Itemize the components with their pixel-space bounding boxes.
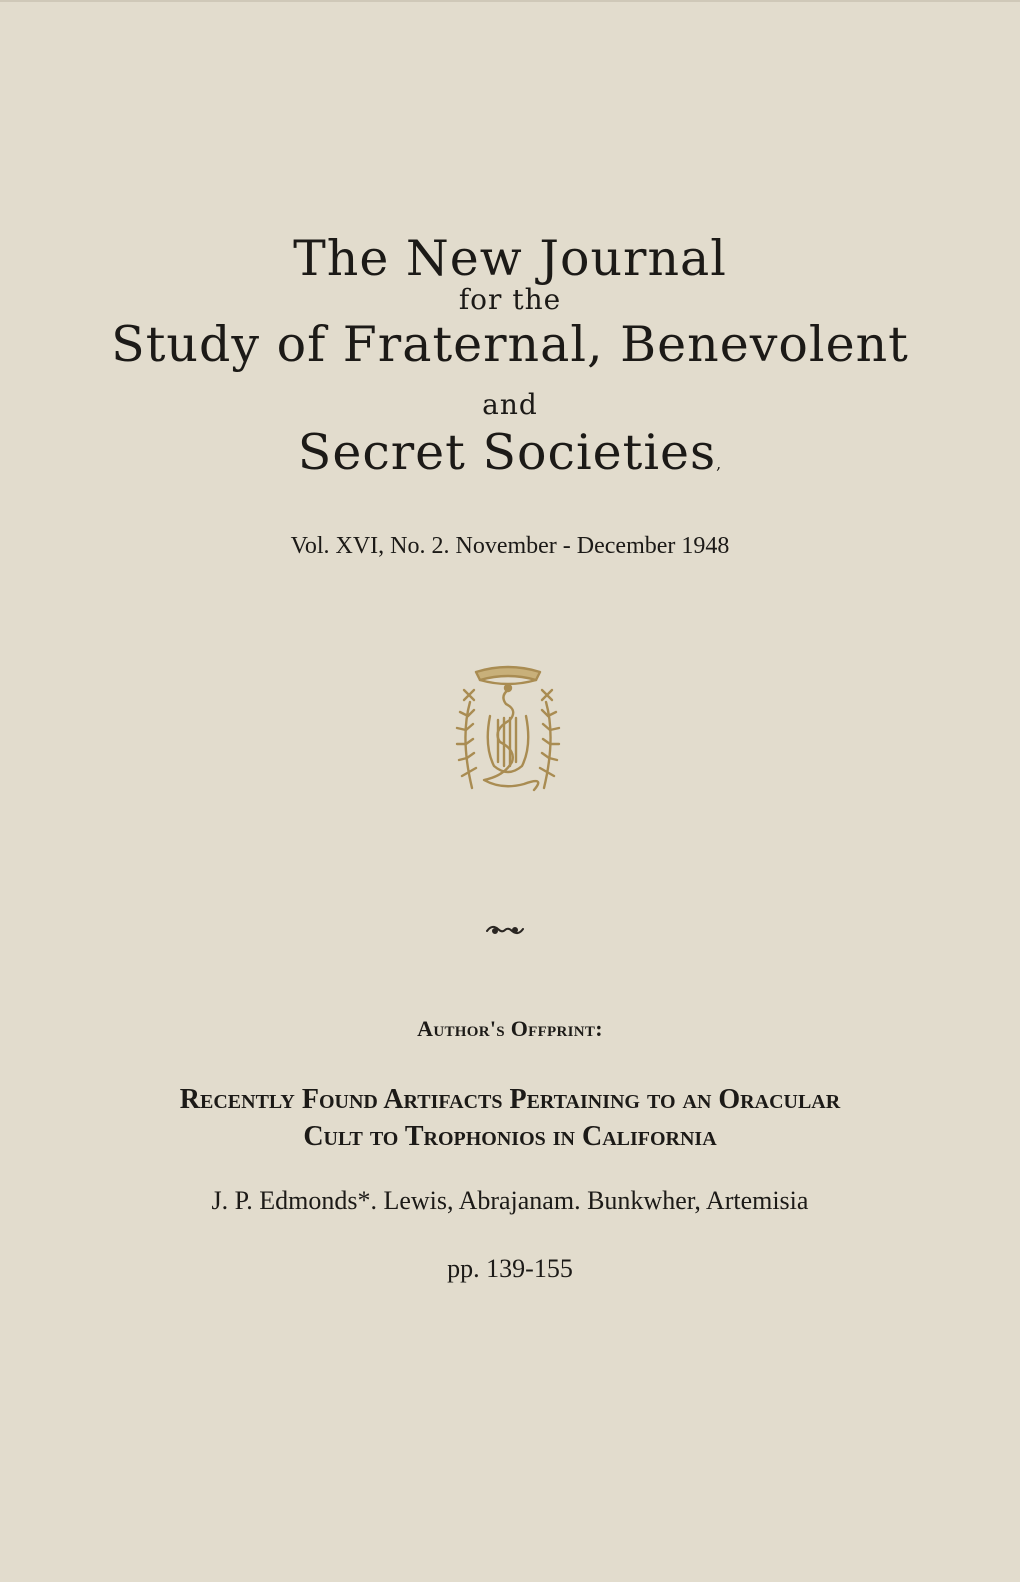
journal-title-line-5: [0, 424, 1020, 481]
journal-title-line-3: Study of Fraternal, Benevolent: [111, 316, 909, 373]
article-title-line-2: Cult to Trophonios in California: [303, 1121, 717, 1152]
article-title-line-1: Recently Found Artifacts Pertaining to an Oracular: [179, 1084, 841, 1115]
journal-title-line-4: and: [482, 388, 538, 421]
snake-lyre-wreath-emblem-icon: [450, 658, 566, 802]
journal-title-line-5-text: Secret Societies: [297, 424, 717, 481]
article-pages: pp. 139-155: [447, 1254, 573, 1283]
article-title: [0, 1081, 1020, 1155]
article-authors: J. P. Edmonds*. Lewis, Abrajanam. Bunkwher, Artemisia: [211, 1186, 809, 1215]
journal-title-comma: ,: [716, 454, 723, 473]
offprint-label: Author's Offprint:: [417, 1016, 603, 1041]
issue-info: Vol. XVI, No. 2. November - December 1948: [290, 533, 730, 559]
fleuron-ornament-icon: [484, 922, 526, 938]
journal-title-line-2: for the: [458, 283, 562, 316]
journal-title-line-1: The New Journal: [293, 230, 727, 287]
